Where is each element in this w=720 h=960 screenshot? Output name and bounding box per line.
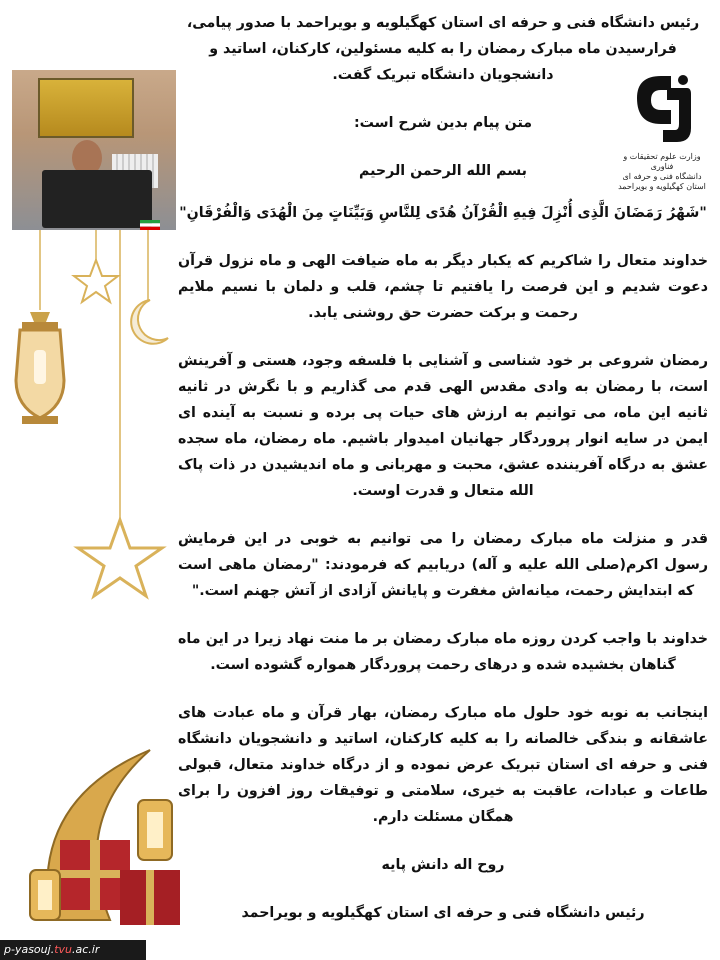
lantern-icon	[16, 312, 64, 424]
intro-paragraph: رئیس دانشگاه فنی و حرفه ای استان کهگیلویه و بویراحمد با صدور پیامی، فرارسیدن ماه مبارک رمضان را به کلیه مسئولین، کارکنان، اساتید و دانشجویان دانشگاه تبریک گفت.	[186, 15, 700, 83]
signature-name: روح اله دانش پایه	[381, 857, 505, 873]
tvu-emblem-icon	[627, 68, 697, 148]
logo-caption-3: استان کهگیلویه و بویراحمد	[618, 182, 706, 191]
paragraph-4: خداوند با واجب کردن روزه ماه مبارک رمضان بر ما منت نهاد زیرا در این ماه گناهان بخشیده شده و درهای رحمت پروردگار همواره گشوده است.	[178, 631, 708, 673]
logo-caption-1: وزارت علوم تحقیقات و فناوری	[623, 152, 701, 171]
small-star-icon	[74, 260, 118, 302]
small-lantern-icon	[138, 800, 172, 860]
ramadan-gifts-decor	[10, 720, 210, 940]
paragraph-5: اینجانب به نوبه خود حلول ماه مبارک رمضان، بهار قرآن و ماه عبادت های عاشقانه و بندگی خالصانه را به کلیه کارکنان، اساتید و دانشجویان دانشگاه فنی و حرفه ای استان تبریک عرض نموده و از درگاه خداوند متعال، قبولی طاعات و عبادات، عاقبت به خیری، سلامتی و توفیقات روز افزون را برای همگان مسئلت دارم.	[178, 705, 708, 825]
signature-title: رئیس دانشگاه فنی و حرفه ای استان کهگیلویه و بویراحمد	[241, 905, 645, 921]
wall-banner	[38, 78, 134, 138]
quran-verse: "شَهْرُ رَمَضَانَ الَّذِی أُنْزِلَ فِیهِ الْقُرْآنُ هُدًی لِلنَّاسِ وَبَیِّنَاتٍ مِنَ الْهُدَی وَالْفُرْقَانِ"	[179, 205, 707, 221]
website-footer-tag	[0, 940, 146, 960]
paragraph-3: قدر و منزلت ماه مبارک رمضان را می توانیم به خوبی در این فرمایش رسول اکرم(صلی الله علیه و آله) دریابیم که فرمودند: "رمضان ماهی است که ابتدایش رحمت، میانه‌اش مغفرت و پایانش آزادی از آتش جهنم است."	[178, 531, 708, 599]
footer-prefix: p-yasouj.	[4, 943, 55, 956]
large-star-icon	[78, 520, 162, 596]
iran-flag-icon	[140, 220, 160, 230]
footer-suffix: .ac.ir	[71, 943, 100, 956]
paragraph-2: رمضان شروعی بر خود شناسی و آشنایی با فلسفه وجود، هستی و آفرینش است، با رمضان به وادی مقدس الهی قدم می گذاریم و با نگرش در ثانیه ثانیه این ماه، می توانیم به ارزش های حیات پی برده و نسبت به آینده ای ایمن در سایه انوار پروردگار جهانیان امیدوار باشیم. ماه رمضان، ماه سجده عشق به درگاه آفریننده عشق، محبت و مهربانی و ماه اندیشیدن در ذات پاک الله متعال و قدرت اوست.	[178, 353, 708, 499]
computer-monitor	[42, 170, 152, 228]
gift-box-icon	[60, 840, 130, 910]
footer-accent: tvu	[54, 943, 72, 956]
ramadan-hanging-decor	[0, 230, 180, 600]
university-logo	[614, 68, 710, 208]
paragraph-1: خداوند متعال را شاکریم که یکبار دیگر به ماه ضیافت الهی و ماه نزول قرآن دعوت شدیم و این فرصت را یافتیم تا چشم، قلب و دلمان با نسیم ملایم رحمت و برکت حضرت حق روشنی یابد.	[178, 253, 708, 321]
basmala: بسم الله الرحمن الرحیم	[359, 163, 527, 179]
message-heading: متن پیام بدین شرح است:	[353, 115, 533, 131]
president-photo	[12, 70, 176, 230]
crescent-moon-icon	[131, 300, 168, 344]
gift-box-icon	[120, 870, 180, 925]
small-lantern-icon	[30, 870, 60, 920]
logo-caption-2: دانشگاه فنی و حرفه ای	[622, 172, 702, 181]
